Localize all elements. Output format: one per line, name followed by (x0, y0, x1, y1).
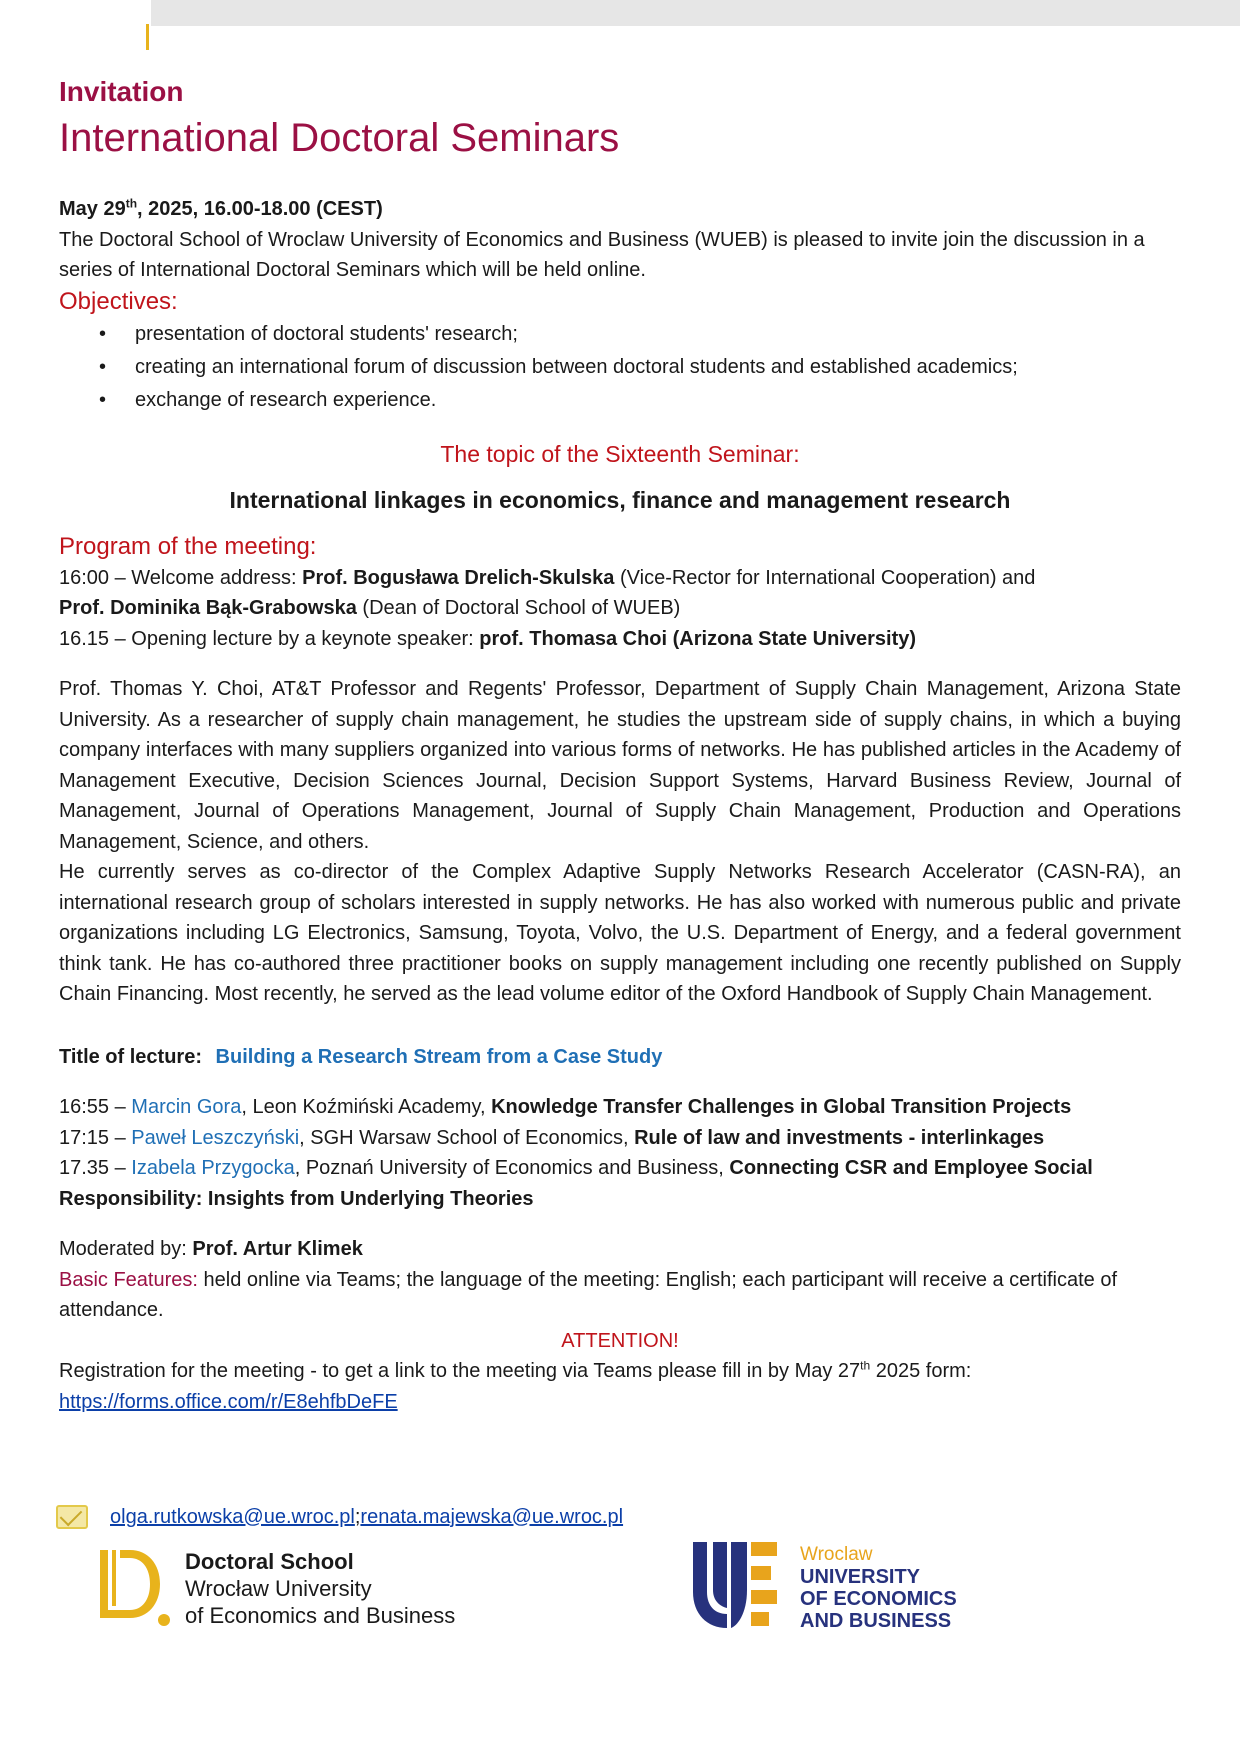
program-line-keynote (59, 624, 1181, 655)
talk-title: Connecting CSR and Employee Social Responsibility: Insights from Underlying Theories (59, 1157, 1093, 1210)
university-logo-text (800, 1544, 957, 1632)
program-speaker: prof. Thomasa Choi (Arizona State University) (479, 627, 917, 650)
bullet-icon: • (99, 388, 107, 411)
attention-label: ATTENTION! (561, 1329, 679, 1352)
header-accent-tick (146, 24, 149, 50)
registration-form-link[interactable]: https://forms.office.com/r/E8ehfbDeFE (59, 1390, 398, 1413)
talk-row (59, 1123, 1181, 1154)
program-time: 16.15 – Opening lecture by a keynote speaker: (59, 627, 480, 650)
invitation-label: Invitation (59, 76, 184, 107)
document-body (59, 72, 1181, 1417)
registration-text-end: 2025 form: (870, 1360, 972, 1382)
talk-speaker: Marcin Gora (131, 1096, 242, 1118)
talk-time: 17.35 – (59, 1157, 132, 1179)
talk-speaker: Paweł Leszczyński (131, 1126, 300, 1149)
intro-text: The Doctoral School of Wroclaw University of Economics and Business (WUEB) is pleased to invite join the discussion in a series of International Doctoral Seminars which will be held online. (59, 228, 1145, 281)
objective-item (99, 384, 1181, 417)
talk-affiliation: , Poznań University of Economics and Business, (294, 1157, 730, 1179)
logo-line: Doctoral School (185, 1549, 354, 1574)
program-role: (Dean of Doctoral School of WUEB) (356, 597, 681, 619)
program-speaker: Prof. Bogusława Drelich-Skulska (302, 566, 615, 589)
university-logo-icon (693, 1542, 783, 1628)
logo-line: of Economics and Business (185, 1603, 456, 1628)
talk-row (59, 1153, 1181, 1214)
objectives-list (59, 318, 1181, 417)
talk-title: Knowledge Transfer Challenges in Global Transition Projects (491, 1096, 1072, 1118)
talk-time: 16:55 – (59, 1096, 132, 1118)
bio-paragraph-2: He currently serves as co-director of the Complex Adaptive Supply Networks Research Accelerator (CASN-RA), an international research group of scholars interested in supply networks. He has also worked with numerous public and private organizations including LG Electronics, Samsung, Toyota, Volvo, the U.S. Department of Energy, and a federal government think tank. He has co-authored three practitioner books on supply management including one recently published on Supply Chain Financing. Most recently, he served as the lead volume editor of the Oxford Handbook of Supply Chain Management. (59, 861, 1181, 1005)
envelope-icon (56, 1505, 88, 1529)
contact-row (56, 1500, 623, 1534)
email-link-olga[interactable]: olga.rutkowska@ue.wroc.pl (110, 1505, 355, 1528)
doctoral-school-logo-icon (90, 1548, 170, 1628)
page-title: International Doctoral Seminars (59, 116, 620, 160)
features-label: Basic Features: (59, 1268, 198, 1291)
talk-affiliation: , Leon Koźmiński Academy, (241, 1096, 492, 1118)
bullet-icon: • (99, 355, 107, 378)
objective-text: presentation of doctoral students' research; (135, 322, 518, 345)
logo-line: Wrocław University (185, 1576, 372, 1601)
talk-affiliation: , SGH Warsaw School of Economics, (299, 1126, 635, 1149)
objective-item (99, 318, 1181, 351)
objective-text: exchange of research experience. (135, 388, 437, 411)
program-line-dean (59, 593, 1181, 624)
date-time: , 2025, 16.00-18.00 (CEST) (137, 198, 383, 220)
moderator-line (59, 1234, 1181, 1265)
date-day: May 29 (59, 198, 126, 220)
email-link-renata[interactable]: renata.majewska@ue.wroc.pl (360, 1505, 624, 1528)
logo-line: UNIVERSITY (800, 1566, 921, 1588)
top-header-bar (0, 0, 1240, 26)
bio-paragraph-1: Prof. Thomas Y. Choi, AT&T Professor and Regents' Professor, Department of Supply Chain Management, Arizona State University. As a researcher of supply chain management, he studies the upstream side of supply chains, in which a buying company interfaces with many suppliers organized into various forms of networks. He has published articles in the Academy of Management Executive, Decision Sciences Journal, Decision Support Systems, Harvard Business Review, Journal of Management, Journal of Operations Management, Journal of Supply Chain Management, Production and Operations Management, Science, and others. (59, 678, 1181, 853)
talk-time: 17:15 – (59, 1126, 132, 1149)
registration-text: Registration for the meeting - to get a link to the meeting via Teams please fill in by May 27 (59, 1360, 861, 1382)
header-left-segment (0, 0, 148, 26)
moderator-label: Moderated by: (59, 1238, 193, 1260)
talk-title: Rule of law and investments - interlinkages (634, 1126, 1045, 1149)
topic-title: International linkages in economics, finance and management research (229, 486, 1011, 513)
logo-line: AND BUSINESS (800, 1610, 952, 1632)
objective-item (99, 351, 1181, 384)
registration-line (59, 1356, 1181, 1387)
talk-row (59, 1092, 1181, 1123)
program-speaker: Prof. Dominika Bąk-Grabowska (59, 597, 357, 619)
doctoral-school-logo-text (185, 1548, 455, 1629)
lecture-title: Building a Research Stream from a Case Study (215, 1045, 663, 1068)
registration-date-suffix: th (860, 1358, 871, 1373)
program-role: (Vice-Rector for International Cooperation) and (614, 566, 1036, 589)
bullet-icon: • (99, 322, 107, 345)
date-suffix: th (125, 196, 138, 211)
header-divider (148, 0, 151, 26)
logo-line: OF ECONOMICS (800, 1588, 957, 1610)
moderator-name: Prof. Artur Klimek (192, 1238, 363, 1260)
talk-speaker: Izabela Przygocka (131, 1157, 295, 1179)
program-time: 16:00 – Welcome address: (59, 566, 303, 589)
program-heading: Program of the meeting: (59, 532, 317, 560)
lecture-label: Title of lecture: (59, 1045, 208, 1068)
objectives-heading: Objectives: (59, 287, 178, 315)
features-line (59, 1265, 1181, 1326)
program-line-welcome (59, 563, 1181, 594)
features-text: held online via Teams; the language of the meeting: English; each participant will receive a certificate of attendance. (59, 1268, 1118, 1321)
event-date (59, 194, 1181, 225)
email-separator: ; (354, 1505, 361, 1528)
registration-link-line (59, 1387, 1181, 1418)
topic-label: The topic of the Sixteenth Seminar: (440, 440, 800, 467)
logo-line: Wroclaw (800, 1544, 873, 1565)
objective-text: creating an international forum of discussion between doctoral students and established academics; (135, 355, 1018, 378)
lecture-title-line (59, 1042, 1181, 1073)
